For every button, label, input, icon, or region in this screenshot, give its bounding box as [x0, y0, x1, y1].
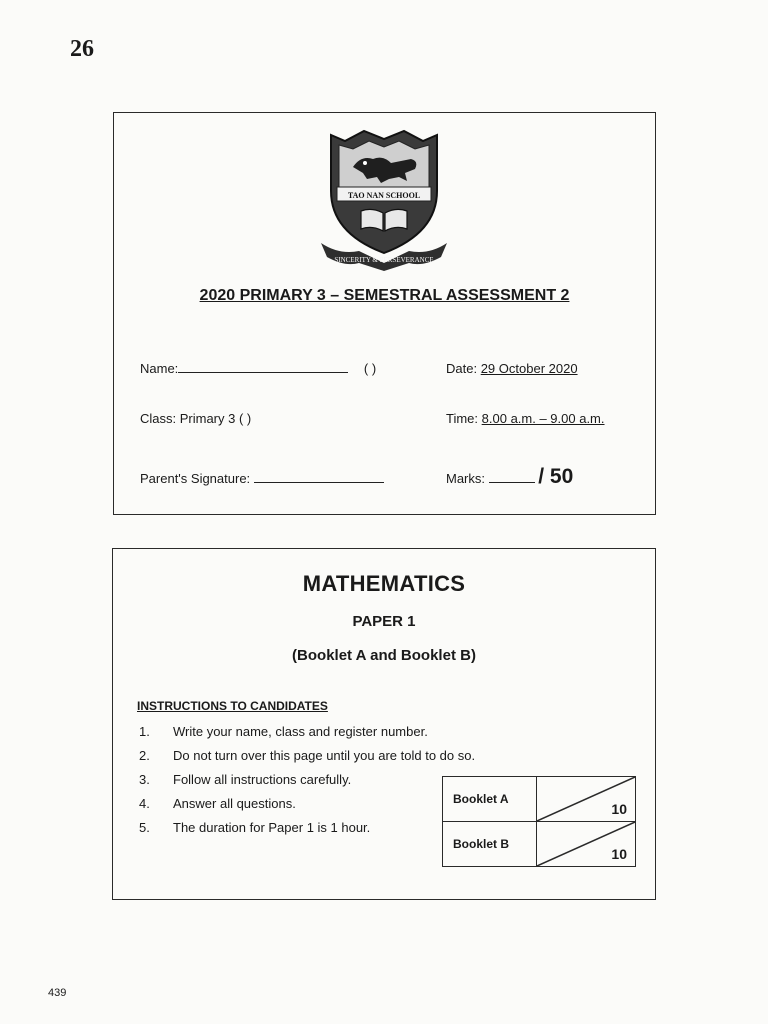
instruction-item: 5. The duration for Paper 1 is 1 hour.	[139, 820, 371, 835]
date-field	[446, 361, 578, 376]
date-label: Date:	[446, 361, 478, 376]
time-label: Time:	[446, 411, 479, 426]
table-row	[443, 822, 636, 867]
signature-blank	[254, 482, 384, 483]
booklets-subtitle: (Booklet A and Booklet B)	[292, 647, 476, 664]
paper-box	[112, 548, 656, 900]
instruction-item: 2. Do not turn over this page until you are told to do so.	[139, 748, 476, 763]
signature-label: Parent's Signature:	[140, 471, 251, 486]
name-blank	[178, 372, 348, 373]
cover-box	[113, 112, 656, 515]
instruction-item: 4. Answer all questions.	[139, 796, 296, 811]
class-field: Class: Primary 3 ( )	[140, 411, 252, 426]
school-crest-icon	[319, 121, 449, 271]
marks-field	[446, 465, 573, 489]
date-value: 29 October 2020	[480, 361, 578, 376]
booklet-a-max: 10	[611, 801, 627, 817]
instructions-list	[139, 722, 475, 842]
paper-title: PAPER 1	[352, 613, 416, 630]
subject-title: MATHEMATICS	[302, 571, 466, 596]
name-field	[140, 361, 376, 376]
page-number-top: 26	[70, 36, 94, 62]
assessment-title: 2020 PRIMARY 3 – SEMESTRAL ASSESSMENT 2	[199, 287, 570, 304]
booklet-a-score-cell[interactable]	[537, 777, 636, 822]
crest-school-name: TAO NAN SCHOOL	[347, 191, 421, 200]
instruction-item: 1. Write your name, class and register number.	[139, 724, 428, 739]
crest-motto: SINCERITY & PERSEVERANCE	[334, 256, 434, 264]
booklet-b-max: 10	[611, 846, 627, 862]
booklet-b-label: Booklet B	[443, 822, 537, 867]
table-row	[443, 777, 636, 822]
marks-blank	[489, 482, 535, 483]
signature-field	[140, 471, 384, 486]
marks-label: Marks:	[446, 471, 485, 486]
time-field	[446, 411, 605, 426]
time-value: 8.00 a.m. – 9.00 a.m.	[481, 411, 605, 426]
booklet-b-score-cell[interactable]	[537, 822, 636, 867]
marks-table	[442, 776, 636, 867]
instruction-item: 3. Follow all instructions carefully.	[139, 772, 352, 787]
name-label: Name:	[140, 361, 179, 376]
register-brackets: ( )	[363, 361, 377, 376]
page-number-bottom: 439	[48, 987, 67, 999]
marks-total: / 50	[538, 465, 574, 488]
booklet-a-label: Booklet A	[443, 777, 537, 822]
instructions-heading: INSTRUCTIONS TO CANDIDATES	[137, 699, 328, 713]
